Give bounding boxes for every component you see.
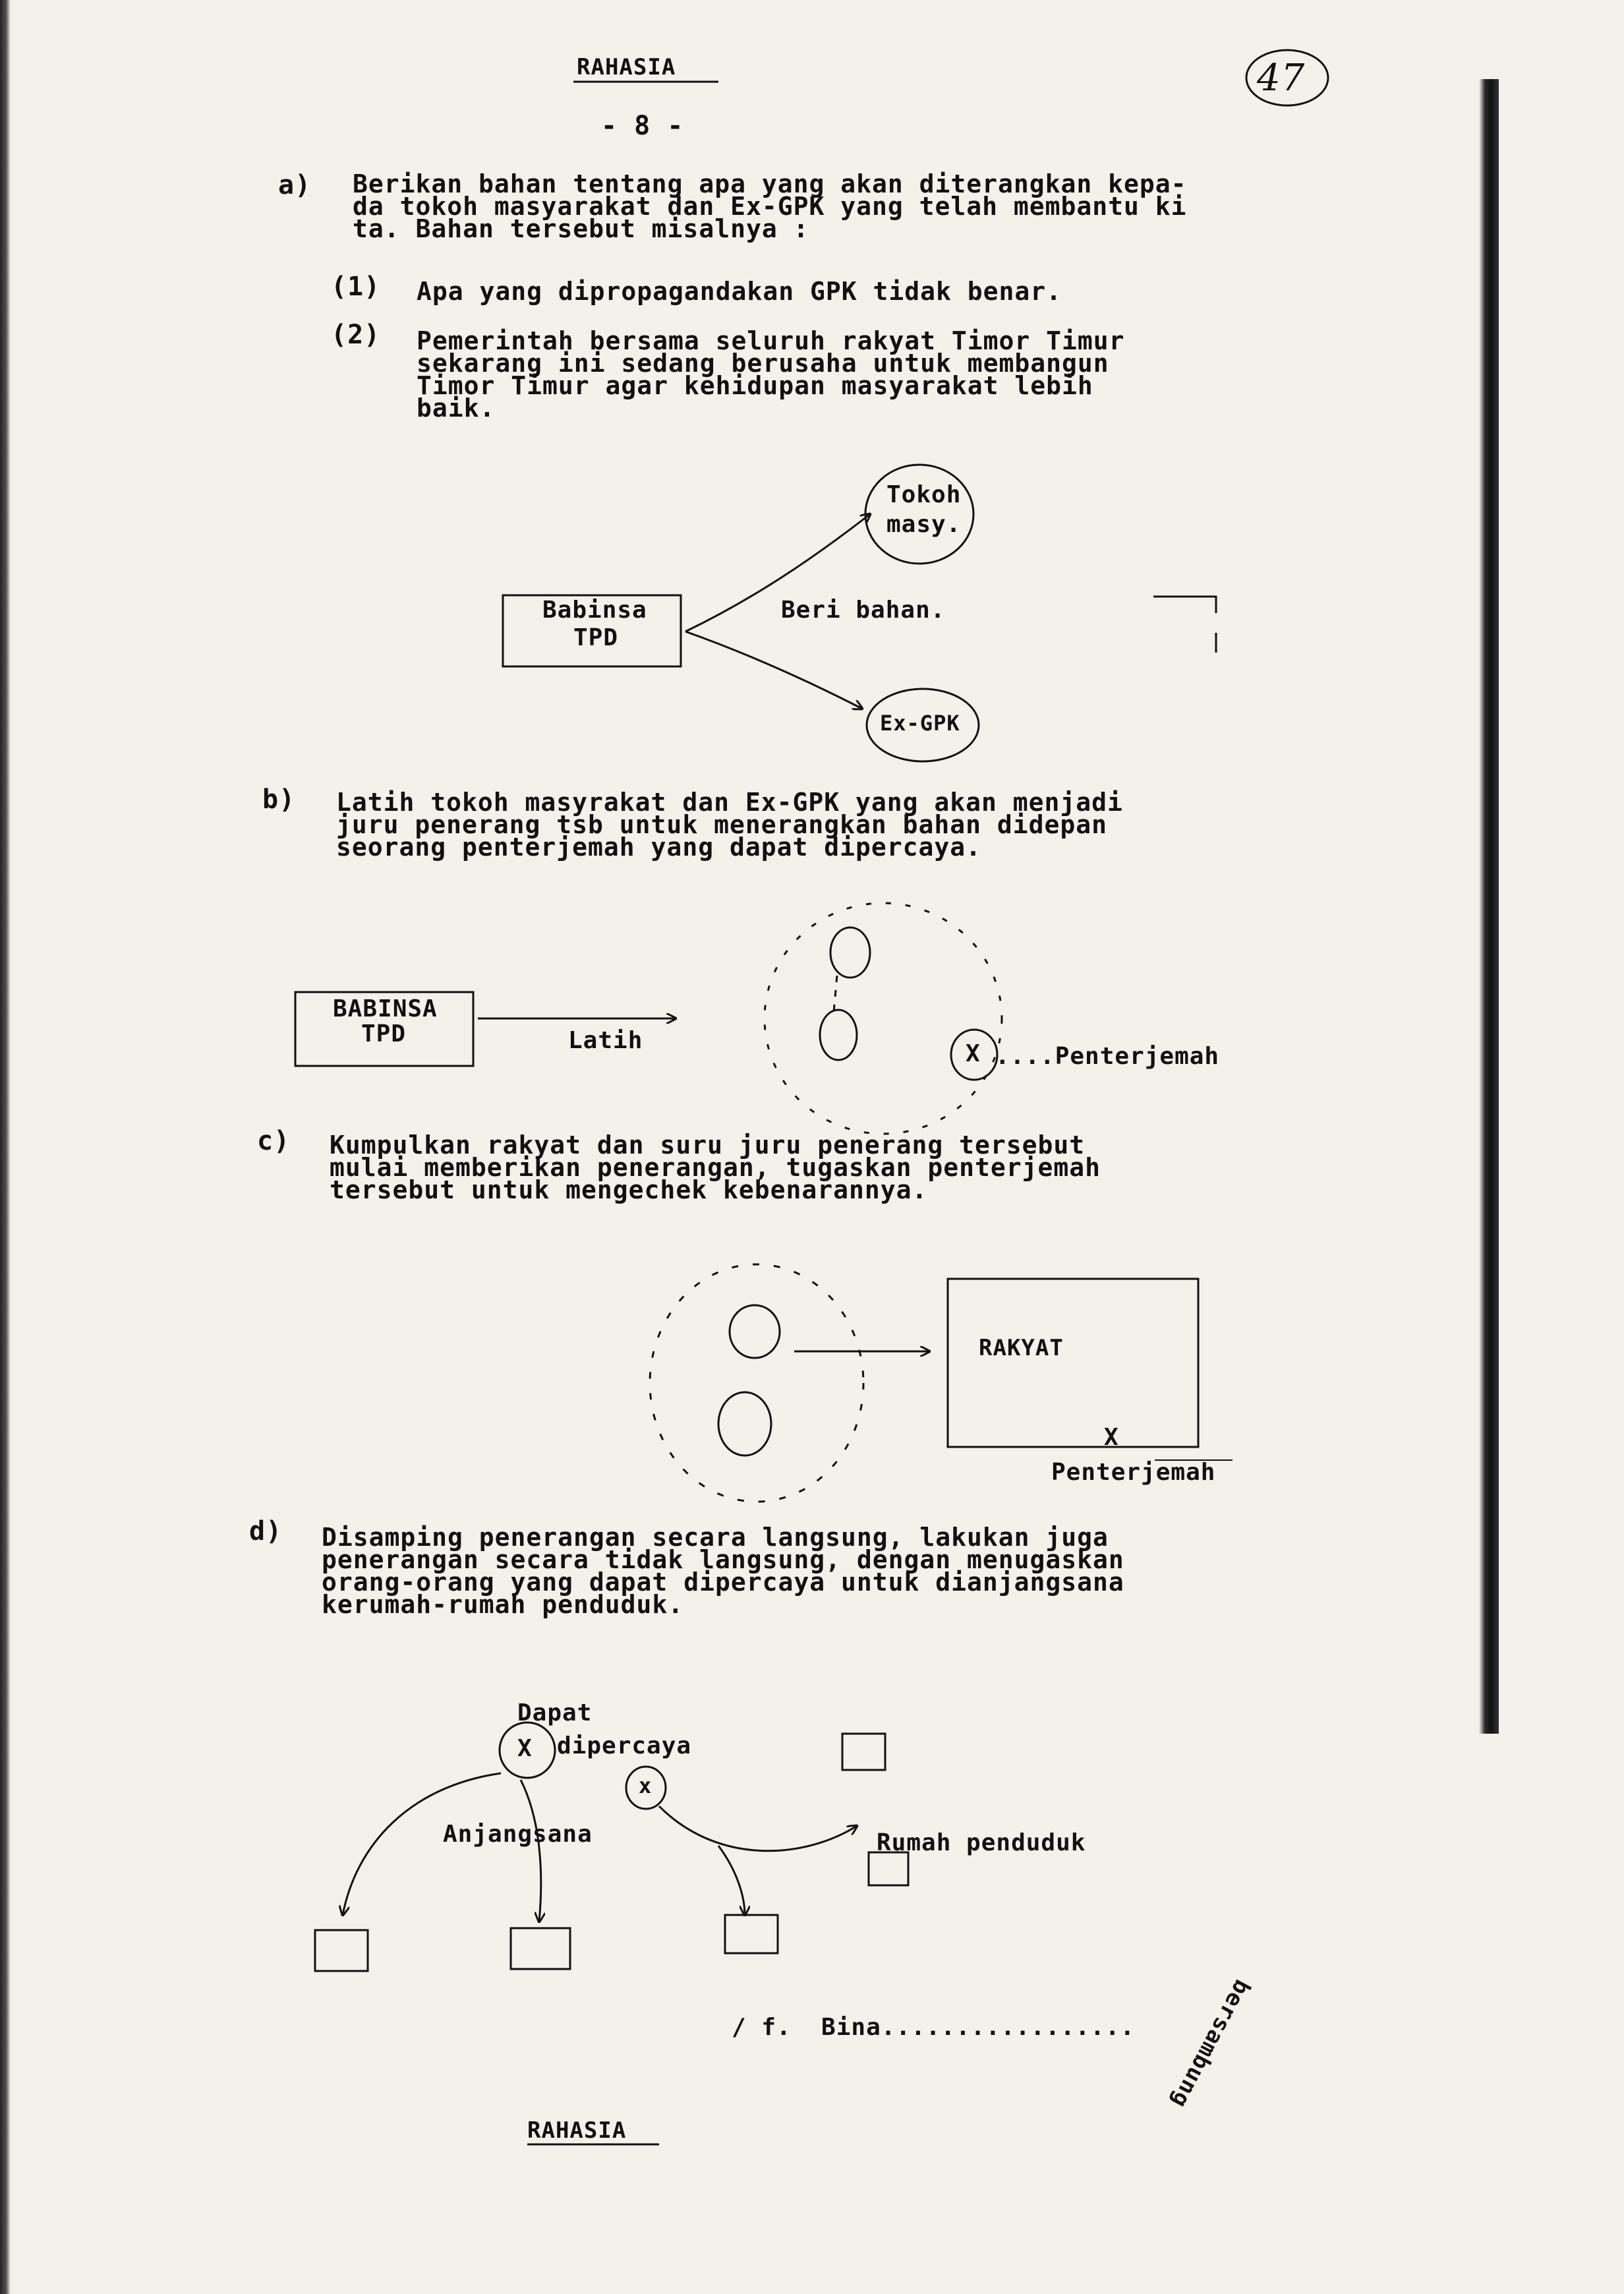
translator-x-c: X bbox=[1104, 1424, 1119, 1451]
babinsa-a-line1: Babinsa bbox=[542, 597, 647, 624]
footer-classification: RAHASIA bbox=[527, 2117, 627, 2144]
text-line: Latih tokoh masyrakat dan Ex-GPK yang akan menjadi bbox=[336, 788, 1123, 817]
section-b-marker: b) bbox=[262, 784, 296, 815]
houses-label: Rumah penduduk bbox=[877, 1829, 1086, 1856]
tokoh-line2: masy. bbox=[886, 511, 962, 538]
text-line: penerangan secara tidak langsung, dengan menugaskan bbox=[322, 1545, 1124, 1574]
text-line: mulai memberikan penerangan, tugaskan penterjemah bbox=[330, 1153, 1101, 1182]
house-box-1 bbox=[842, 1734, 885, 1770]
person-oval-b2 bbox=[820, 1010, 857, 1060]
action-beri-bahan: Beri bahan. bbox=[781, 597, 946, 624]
babinsa-b-line1: BABINSA bbox=[333, 995, 438, 1022]
item-2-marker: (2) bbox=[331, 320, 381, 350]
section-a-marker: a) bbox=[278, 170, 312, 200]
continuation-line: / f. Bina................. bbox=[732, 2014, 1136, 2041]
text-line: sekarang ini sedang berusaha untuk membangun bbox=[417, 349, 1109, 378]
text-line: Kumpulkan rakyat dan suru juru penerang tersebut bbox=[330, 1131, 1086, 1160]
person-oval-b1 bbox=[830, 927, 870, 978]
exgpk-label: Ex-GPK bbox=[880, 711, 960, 736]
person-oval-c1 bbox=[730, 1305, 780, 1358]
text-line: juru penerang tsb untuk menerangkan bahan didepan bbox=[336, 810, 1108, 839]
tokoh-line1: Tokoh bbox=[886, 481, 962, 508]
text-line: kerumah-rumah penduduk. bbox=[322, 1590, 684, 1619]
text-line: baik. bbox=[417, 394, 496, 423]
text-line: Pemerintah bersama seluruh rakyat Timor Timur bbox=[417, 326, 1125, 355]
translator-x-b: X bbox=[966, 1040, 981, 1067]
arrow-visit-2 bbox=[521, 1780, 541, 1922]
section-a-text bbox=[353, 169, 1187, 243]
trusted-x-small: x bbox=[639, 1773, 652, 1798]
action-latih: Latih bbox=[568, 1027, 643, 1054]
item-1-text bbox=[417, 277, 1062, 306]
arrow-visit-3 bbox=[659, 1806, 857, 1851]
section-d-marker: d) bbox=[249, 1516, 283, 1546]
text-line: Berikan bahan tentang apa yang akan diterangkan kepa- bbox=[353, 169, 1187, 198]
translator-label-c: Penterjemah bbox=[1051, 1459, 1216, 1486]
translator-label-b: ....Penterjemah bbox=[995, 1043, 1220, 1070]
header-classification: RAHASIA bbox=[577, 54, 676, 80]
section-d-text bbox=[322, 1523, 1124, 1619]
anjangsana-label: Anjangsana bbox=[443, 1821, 593, 1848]
text-line: Timor Timur agar kehidupan masyarakat lebih bbox=[417, 371, 1093, 400]
page-number: - 8 - bbox=[601, 111, 684, 141]
bracket-mark bbox=[1153, 597, 1216, 653]
group-circle-b bbox=[765, 903, 1002, 1134]
trusted-line2: dipercaya bbox=[557, 1732, 692, 1759]
babinsa-a-line2: TPD bbox=[573, 624, 619, 651]
trusted-x: X bbox=[517, 1735, 533, 1762]
item-2-text bbox=[417, 326, 1125, 423]
house-box-4 bbox=[511, 1928, 570, 1969]
text-line: seorang penterjemah yang dapat dipercaya. bbox=[336, 833, 981, 862]
text-line: Disamping penerangan secara langsung, lakukan juga bbox=[322, 1523, 1109, 1552]
rotated-note: bersambung bbox=[1165, 1975, 1256, 2113]
house-box-3 bbox=[315, 1930, 368, 1971]
arrow-to-exgpk bbox=[685, 632, 862, 709]
rakyat-box bbox=[948, 1279, 1198, 1447]
trusted-line1: Dapat bbox=[517, 1699, 593, 1726]
rakyat-label: RAKYAT bbox=[979, 1335, 1064, 1361]
section-c-marker: c) bbox=[257, 1126, 291, 1156]
babinsa-b-line2: TPD bbox=[361, 1020, 407, 1047]
connector-dash-b bbox=[834, 976, 837, 1012]
group-circle-c bbox=[650, 1264, 863, 1502]
section-c-text bbox=[330, 1131, 1101, 1204]
arrow-visit-4 bbox=[718, 1846, 745, 1915]
person-oval-c2 bbox=[718, 1392, 771, 1456]
item-1-marker: (1) bbox=[331, 272, 381, 302]
house-box-5 bbox=[725, 1915, 778, 1953]
text-line: Apa yang dipropagandakan GPK tidak benar. bbox=[417, 277, 1062, 306]
text-line: ta. Bahan tersebut misalnya : bbox=[353, 214, 809, 243]
section-b-text bbox=[336, 788, 1123, 862]
house-box-2 bbox=[869, 1852, 908, 1885]
text-line: da tokoh masyarakat dan Ex-GPK yang telah membantu ki bbox=[353, 192, 1187, 221]
text-line: orang-orang yang dapat dipercaya untuk dianjangsana bbox=[322, 1568, 1124, 1597]
text-line: tersebut untuk mengechek kebenarannya. bbox=[330, 1175, 928, 1204]
handwritten-page-number: 47 bbox=[1257, 57, 1306, 100]
